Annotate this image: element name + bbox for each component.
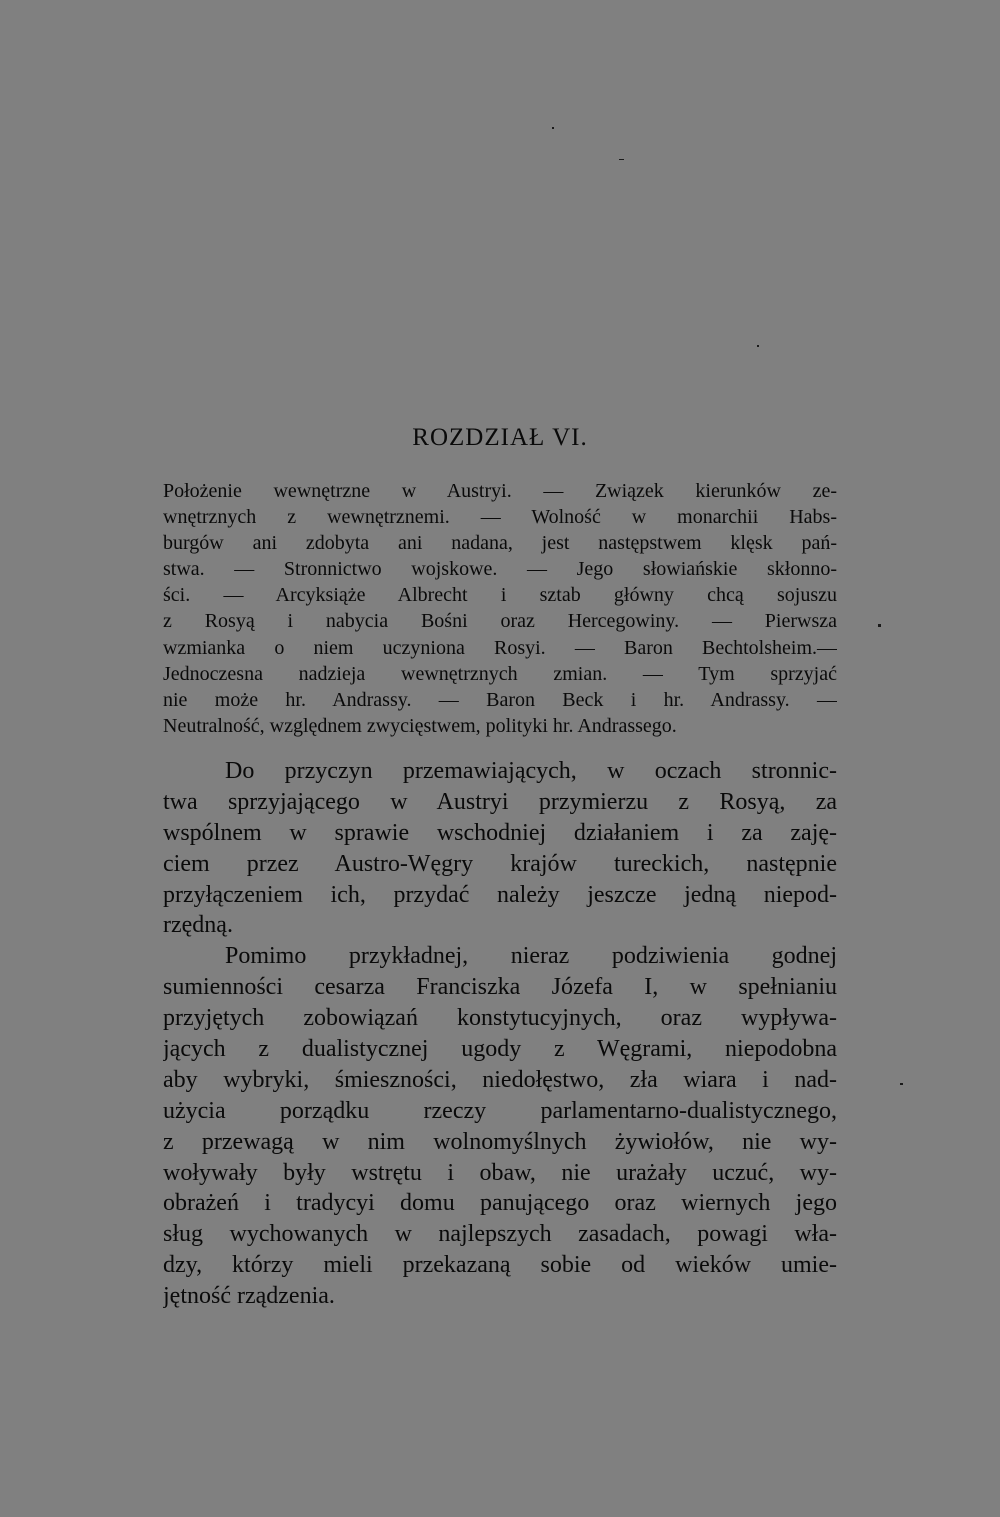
paragraph-line: sług wychowanych w najlepszych zasadach, powagi wła- <box>163 1221 837 1248</box>
paragraph-line: wspólnem w sprawie wschodniej działaniem i za zaję- <box>163 819 837 846</box>
summary-line: nie może hr. Andrassy. — Baron Beck i hr. Andrassy. — <box>163 688 837 711</box>
paragraph-line: twa sprzyjającego w Austryi przymierzu z Rosyą, za <box>163 788 837 815</box>
chapter-summary <box>163 478 837 739</box>
paragraph-line: obrażeń i tradycyi domu panującego oraz wiernych jego <box>163 1190 837 1217</box>
paragraph <box>163 941 837 1312</box>
summary-line: ści. — Arcyksiąże Albrecht i sztab główny chcą sojuszu <box>163 584 837 607</box>
summary-line: z Rosyą i nabycia Bośni oraz Hercegowiny. — Pierwsza <box>163 610 837 633</box>
summary-line: burgów ani zdobyta ani nadana, jest następstwem klęsk pań- <box>163 532 837 555</box>
paragraph-line: Pomimo przykładnej, nieraz podziwienia godnej <box>225 943 837 970</box>
paragraph-line: użycia porządku rzeczy parlamentarno-dualistycznego, <box>163 1097 837 1124</box>
paragraph-line: aby wybryki, śmieszności, niedołęstwo, zła wiara i nad- <box>163 1066 837 1093</box>
paragraph-line: przyłączeniem ich, przydać należy jeszcze jedną niepod- <box>163 881 837 908</box>
paragraph-line: przyjętych zobowiązań konstytucyjnych, oraz wypływa- <box>163 1005 837 1032</box>
paragraph-line: sumienności cesarza Franciszka Józefa I, w spełnianiu <box>163 974 837 1001</box>
summary-line: Neutralność, względnem zwycięstwem, polityki hr. Andrassego. <box>163 714 677 737</box>
paragraph-line: woływały były wstrętu i obaw, nie urażały uczuć, wy- <box>163 1159 837 1186</box>
chapter-heading: ROZDZIAŁ VI. <box>412 424 588 451</box>
paragraph-line: ciem przez Austro-Węgry krajów tureckich, następnie <box>163 850 837 877</box>
paragraph-line: Do przyczyn przemawiających, w oczach stronnic- <box>225 758 837 784</box>
summary-line: Położenie wewnętrzne w Austryi. — Związek kierunków ze- <box>163 480 837 502</box>
body-text <box>163 756 837 1312</box>
page-speck <box>619 159 624 160</box>
page-speck <box>552 127 554 129</box>
page-speck <box>757 345 759 347</box>
paragraph-line: rzędną. <box>163 912 233 939</box>
paragraph-line: dzy, którzy mieli przekazaną sobie od wieków umie- <box>163 1252 837 1279</box>
summary-line: stwa. — Stronnictwo wojskowe. — Jego słowiańskie skłonno- <box>163 558 837 581</box>
paragraph <box>163 756 837 941</box>
summary-line: wnętrznych z wewnętrznemi. — Wolność w monarchii Habs- <box>163 506 837 529</box>
page-speck <box>878 624 881 627</box>
paragraph-line: jętność rządzenia. <box>163 1283 335 1310</box>
paragraph-line: jących z dualistycznej ugody z Węgrami, niepodobna <box>163 1036 837 1063</box>
page-speck <box>900 1083 903 1085</box>
paragraph-line: z przewagą w nim wolnomyślnych żywiołów, nie wy- <box>163 1128 837 1155</box>
summary-line: wzmianka o niem uczyniona Rosyi. — Baron Bechtolsheim.— <box>163 636 837 659</box>
summary-line: Jednoczesna nadzieja wewnętrznych zmian. — Tym sprzyjać <box>163 662 837 685</box>
